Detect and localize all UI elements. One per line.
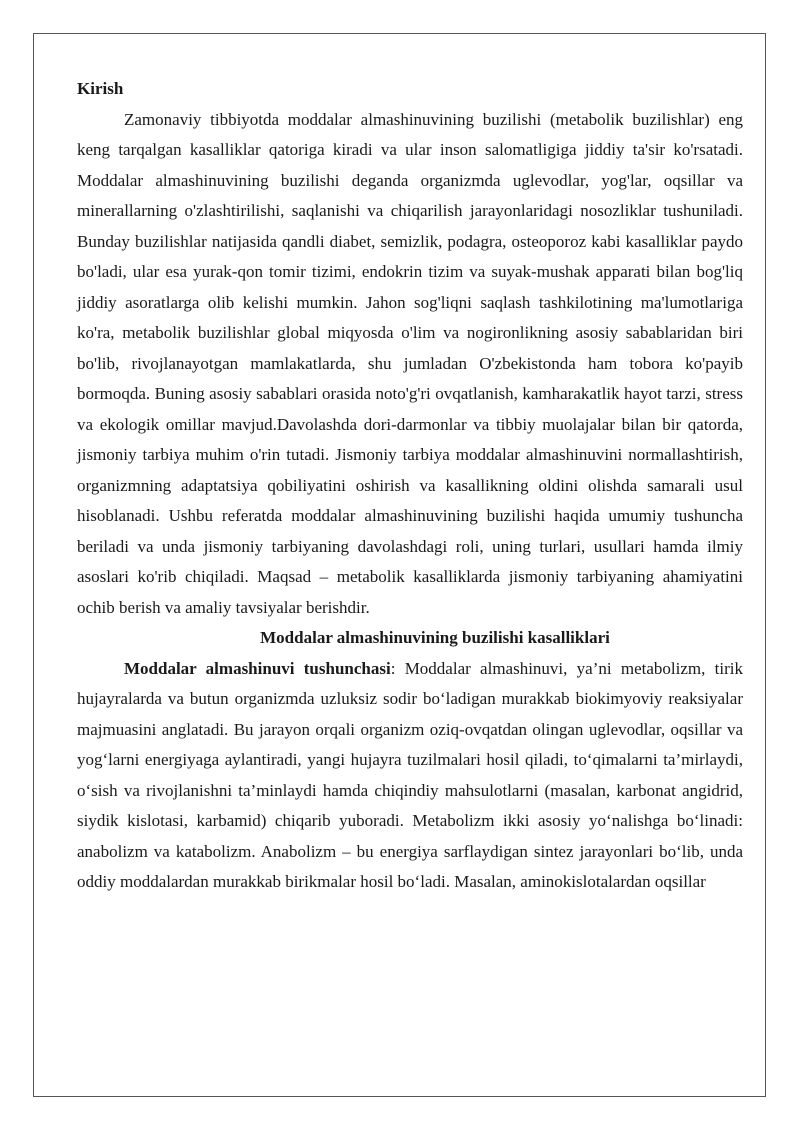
section-heading-intro: Kirish bbox=[77, 79, 124, 98]
document-body bbox=[77, 74, 743, 898]
section-heading-metabolic-diseases: Moddalar almashinuvining buzilishi kasalliklari bbox=[260, 628, 610, 647]
metabolism-paragraph bbox=[77, 654, 743, 898]
metabolism-term: Moddalar almashinuvi tushunchasi bbox=[124, 658, 391, 678]
metabolism-paragraph-text: : Moddalar almashinuvi, ya’ni metabolizm, tirik hujayralarda va butun organizmda uzluksiz sodir bo‘ladigan murakkab biokimyoviy reaksiyalar majmuasini anglatadi. Bu jarayon orqali organizm oziq-ovqatdan olingan uglevodlar, oqsillar va yog‘larni energiyaga aylantiradi, yangi hujayra tuzilmalari hosil qiladi, to‘qimalarni ta’mirlaydi, o‘sish va rivojlanishni ta’minlaydi hamda chiqindiy mahsulotlarni (masalan, karbonat angidrid, siydik kislotasi, karbamid) chiqarib yuboradi. Metabolizm ikki asosiy yo‘nalishga bo‘linadi: anabolizm va katabolizm. Anabolizm – bu energiya sarflaydigan sintez jarayonlari bo‘lib, unda oddiy moddalardan murakkab birikmalar hosil bo‘ladi. Masalan, aminokislotalardan oqsillar bbox=[77, 658, 743, 891]
intro-paragraph: Zamonaviy tibbiyotda moddalar almashinuvining buzilishi (metabolik buzilishlar) eng keng tarqalgan kasalliklar qatoriga kiradi va ular inson salomatligiga jiddiy ta'sir ko'rsatadi. Moddalar almashinuvining buzilishi deganda organizmda uglevodlar, yog'lar, oqsillar va minerallarning o'zlashtirilishi, saqlanishi va chiqarilish jarayonlaridagi nosozliklar tushuniladi. Bunday buzilishlar natijasida qandli diabet, semizlik, podagra, osteoporoz kabi kasalliklar paydo bo'ladi, ular esa yurak-qon tomir tizimi, endokrin tizim va suyak-mushak apparati bilan bog'liq jiddiy asoratlarga olib kelishi mumkin. Jahon sog'liqni saqlash tashkilotining ma'lumotlariga ko'ra, metabolik buzilishlar global miqyosda o'lim va nogironlikning asosiy sabablaridan biri bo'lib, rivojlanayotgan mamlakatlarda, shu jumladan O'zbekistonda ham tobora ko'payib bormoqda. Buning asosiy sabablari orasida noto'g'ri ovqatlanish, kamharakatlik hayot tarzi, stress va ekologik omillar mavjud.Davolashda dori-darmonlar va tibbiy muolajalar bilan bir qatorda, jismoniy tarbiya muhim o'rin tutadi. Jismoniy tarbiya moddalar almashinuvini normallashtirish, organizmning adaptatsiya qobiliyatini oshirish va kasallikning oldini olishda samarali usul hisoblanadi. Ushbu referatda moddalar almashinuvining buzilishi haqida umumiy tushuncha beriladi va unda jismoniy tarbiyaning davolashdagi roli, uning turlari, usullari hamda ilmiy asoslari ko'rib chiqiladi. Maqsad – metabolik kasalliklarda jismoniy tarbiyaning ahamiyatini ochib berish va amaliy tavsiyalar berishdir. bbox=[77, 109, 743, 617]
